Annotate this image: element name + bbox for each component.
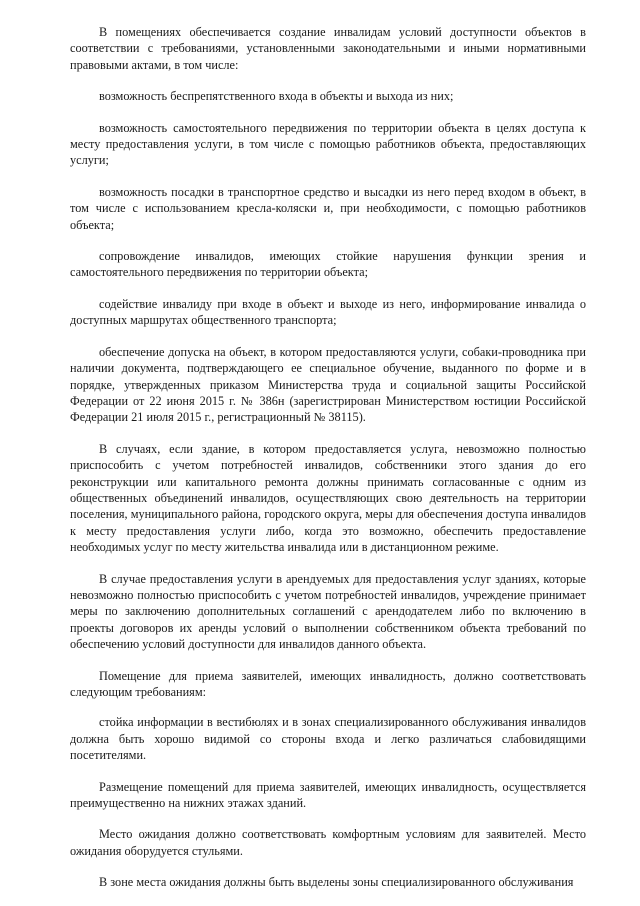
document-page — [70, 24, 586, 906]
paragraph-leased-buildings: В случае предоставления услуги в арендуемых для предоставления услуг зданиях, которые невозможно полностью приспособить с учетом потребностей инвалидов, учреждение принимает меры по заключению дополнительных соглашений с арендодателем либо по включению в проекты договоров их аренды условий о выполнении собственником объекта требований по обеспечению условий доступности для инвалидов данного объекта. — [70, 571, 586, 652]
paragraph-waiting-area: Место ожидания должно соответствовать комфортным условиям для заявителей. Место ожидания оборудуется стульями. — [70, 827, 586, 858]
paragraph-reception-room-requirements: Помещение для приема заявителей, имеющих инвалидность, должно соответствовать следующим требованиям: — [70, 668, 586, 699]
paragraph-independent-movement: возможность самостоятельного передвижения по территории объекта в целях доступа к месту предоставления услуги, в том числе с помощью работников объекта, предоставляющих услуги; — [70, 120, 586, 168]
paragraph-accessibility-intro: В помещениях обеспечивается создание инвалидам условий доступности объектов в соответствии с требованиями, установленными законодательными и иными нормативными правовыми актами, в том числе: — [70, 25, 586, 72]
paragraph-building-adaptation: В случаях, если здание, в котором предоставляется услуга, невозможно полностью приспособить с учетом потребностей инвалидов, собственники этого здания до его реконструкции или капитального ремонта должны принимать согласованные с одним из общественных объединений инвалидов, осуществляющих свою деятельность на территории поселения, муниципального района, городского округа, меры для обеспечения доступа инвалидов к месту предоставления услуги либо, когда это возможно, обеспечить предоставление необходимых услуг по месту жительства инвалида или в дистанционном режиме. — [70, 441, 586, 555]
paragraph-unobstructed-entry: возможность беспрепятственного входа в объекты и выхода из них; — [99, 89, 454, 104]
paragraph-vehicle-boarding: возможность посадки в транспортное средство и высадки из него перед входом в объект, в том числе с использованием кресла-коляски и, при необходимости, с помощью работников объекта; — [70, 184, 586, 232]
paragraph-information-desk: стойка информации в вестибюлях и в зонах специализированного обслуживания инвалидов должна быть хорошо видимой со стороны входа и легко различаться слабовидящими посетителями. — [70, 715, 586, 763]
paragraph-assistance-transport-info: содействие инвалиду при входе в объект и выходе из него, информирование инвалида о доступных маршрутах общественного транспорта; — [70, 296, 586, 328]
paragraph-lower-floors: Размещение помещений для приема заявителей, имеющих инвалидность, осуществляется преимущественно на нижних этажах зданий. — [70, 779, 586, 811]
paragraph-escort-visually-impaired: сопровождение инвалидов, имеющих стойкие нарушения функции зрения и самостоятельного передвижения по территории объекта; — [70, 249, 586, 280]
paragraph-guide-dog-admission: обеспечение допуска на объект, в котором предоставляются услуги, собаки-проводника при наличии документа, подтверждающего ее специальное обучение, выданного по форме и в порядке, утвержденных приказом Министерства труда и социальной защиты Российской Федерации от 22 июня 2015 г. № 386н (зарегистрирован Министерством юстиции Российской Федерации 21 июля 2015 г., регистрационный № 38115). — [70, 344, 586, 425]
paragraph-service-zones: В зоне места ожидания должны быть выделены зоны специализированного обслуживания — [99, 875, 574, 890]
